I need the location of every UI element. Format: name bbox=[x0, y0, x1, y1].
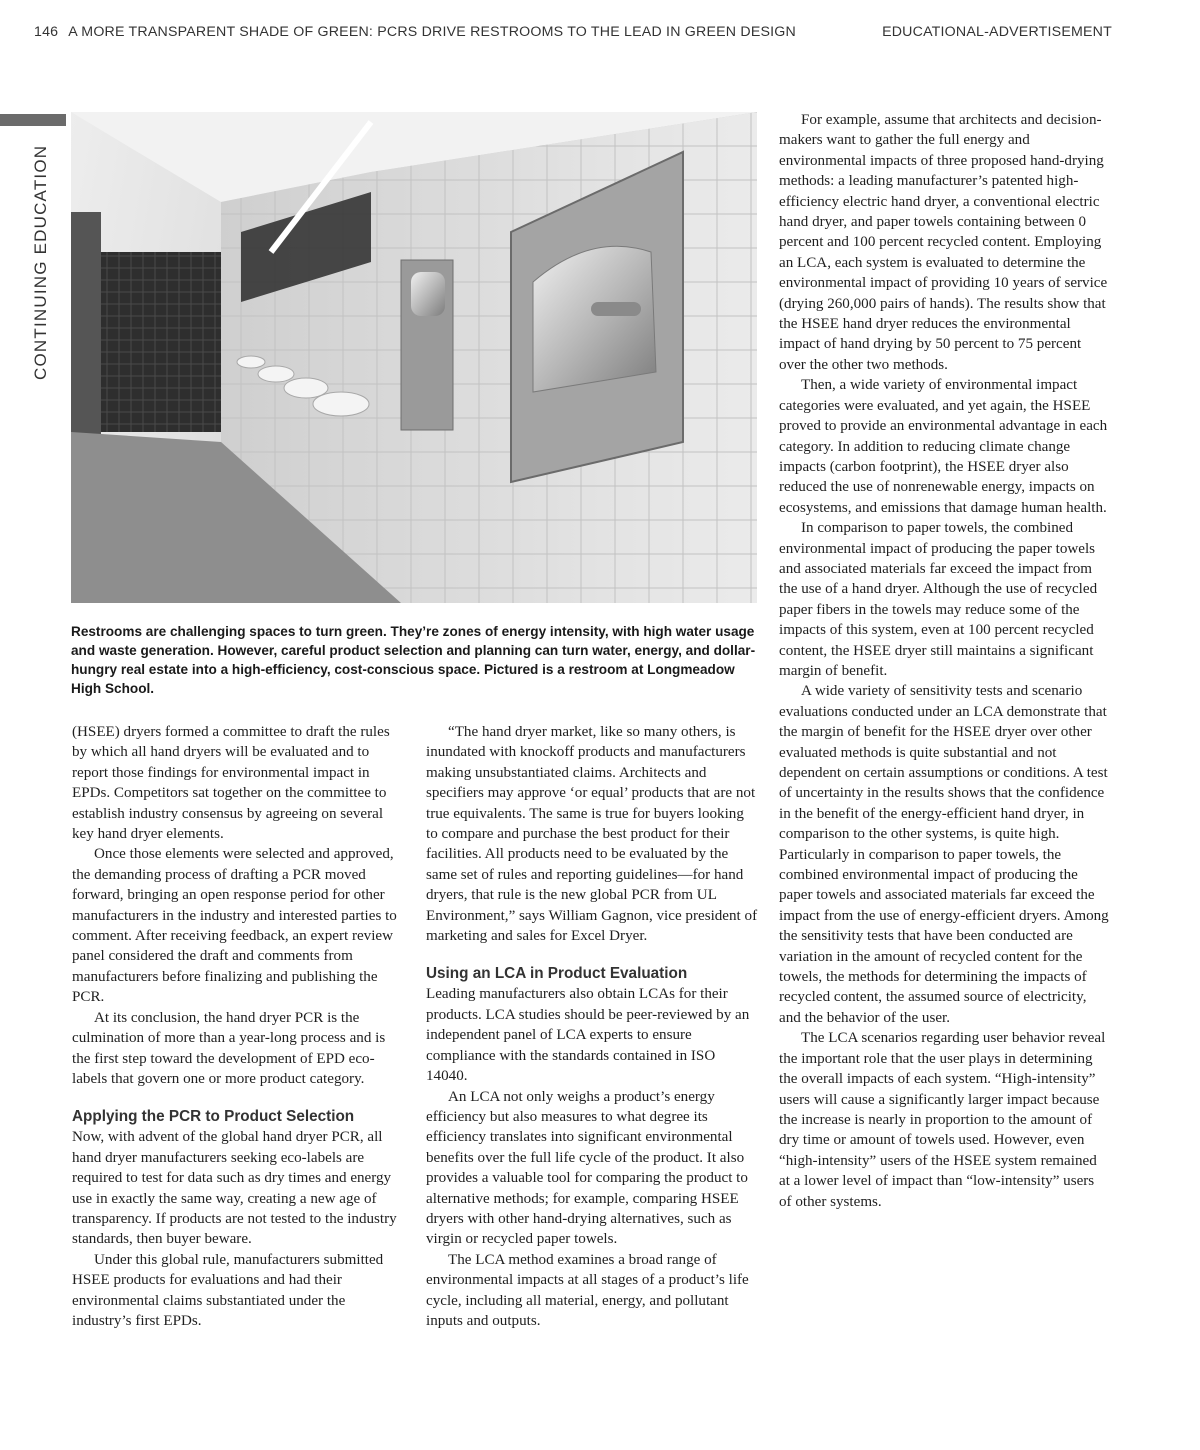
paragraph: A wide variety of sensitivity tests and scenario evaluations conducted under an LCA demonstrate that the margin of benefit for the HSEE dryer over other evaluated methods is quite substantial and not dependent on certain assumptions or conditions. A test of uncertainty in the results shows that the confidence in the benefit of the energy-efficient hand dryer, in comparison to the other systems, is quite high. Particularly in comparison to paper towels, the combined environmental impact of producing the paper towels and associated materials far exceed the impact from the use of energy-efficient dryers. Among the sensitivity tests that have been conducted are variation in the amount of recycled content for the towels, the methods for determining the impacts of recycled content, the assumed source of electricity, and the behavior of the user. bbox=[779, 683, 1109, 1026]
header-tag: EDUCATIONAL-ADVERTISEMENT bbox=[882, 24, 1112, 40]
paragraph: In comparison to paper towels, the combined environmental impact of producing the paper towels and associated materials far exceed the impact from the use of a hand dryer. Although the use of recycled paper fibers in the towels may reduce some of the impacts of this system, even at 100 percent recycled content, the HSEE dryer still maintains a significant margin of benefit. bbox=[779, 520, 1098, 679]
text-column-1 bbox=[72, 722, 402, 1331]
restroom-illustration bbox=[71, 112, 757, 603]
paragraph: An LCA not only weighs a product’s energy efficiency but also measures to what degree its efficiency translates into significant environmental benefits over the full life cycle of the product. It also provides a valuable tool for comparing the product to alternative methods; for example, comparing HSEE dryers with other hand-drying alternatives, such as virgin or recycled paper towels. bbox=[426, 1088, 748, 1248]
section-heading: Using an LCA in Product Evaluation bbox=[426, 965, 688, 983]
text-column-3 bbox=[779, 110, 1109, 1212]
paragraph: Now, with advent of the global hand dryer PCR, all hand dryer manufacturers seeking eco-labels are required to test for data such as dry times and energy use in exactly the same way, creating a new age of transparency. If products are not tested to the industry standards, then buyer beware. bbox=[72, 1129, 397, 1248]
restroom-photo bbox=[71, 112, 757, 603]
paragraph: The LCA scenarios regarding user behavior reveal the important role that the user plays in determining the overall impacts of each system. “High-intensity” users will cause a significantly larger impact because the increase is nearly in proportion to the amount of dry time or amount of towels used. However, even “high-intensity” users of the HSEE system remained at a lower level of impact than “low-intensity” users of other systems. bbox=[779, 1030, 1106, 1210]
running-header bbox=[34, 24, 1112, 40]
photo-caption: Restrooms are challenging spaces to turn green. They’re zones of energy intensity, with high water usage and waste generation. However, careful product selection and planning can turn water, energy, and dollar-hungry real estate into a high-efficiency, cost-conscious space. Pictured is a restroom at Longmeadow High School. bbox=[71, 624, 756, 696]
section-heading: Applying the PCR to Product Selection bbox=[72, 1108, 355, 1126]
paragraph: Once those elements were selected and approved, the demanding process of drafting a PCR moved forward, bringing an open response period for other manufacturers in the industry and interested parties to comment. After receiving feedback, an expert review panel considered the draft and comments from manufacturers before finalizing and publishing the PCR. bbox=[72, 846, 397, 1006]
section-label: CONTINUING EDUCATION bbox=[31, 144, 50, 380]
quote-paragraph: “The hand dryer market, like so many others, is inundated with knockoff products and manufacturers making unsubstantiated claims. Architects and specifiers may approve ‘or equal’ products that are not true equivalents. The same is true for buyers looking to compare and purchase the best product for their facilities. All products need to be evaluated by the same set of rules and reporting guidelines—for hand dryers, that rule is the new global PCR from UL Environment,” says William Gagnon, vice president of marketing and sales for Excel Dryer. bbox=[426, 724, 758, 945]
paragraph: Leading manufacturers also obtain LCAs for their products. LCA studies should be peer-reviewed by an independent panel of LCA experts to ensure compliance with the standards contained in ISO 14040. bbox=[426, 986, 750, 1085]
paragraph: At its conclusion, the hand dryer PCR is the culmination of more than a year-long process and is the first step toward the development of EPD eco-labels that govern one or more product category. bbox=[72, 1009, 386, 1087]
paragraph: For example, assume that architects and decision-makers want to gather the full energy and environmental impacts of three proposed hand-drying methods: a leading manufacturer’s patented high-efficiency electric hand dryer, a conventional electric hand dryer, and paper towels containing between 0 percent and 100 percent recycled content. Employing an LCA, each system is evaluated to determine the environmental impact of providing 10 years of service (drying 260,000 pairs of hands). The results show that the HSEE hand dryer reduces the environmental impact of hand drying by 50 percent to 75 percent over the other two methods. bbox=[779, 112, 1108, 373]
paragraph: (HSEE) dryers formed a committee to draft the rules by which all hand dryers will be evaluated and to report those findings for environmental impact in EPDs. Competitors sat together on the committee to establish industry consensus by agreeing on several key hand dryer elements. bbox=[72, 724, 390, 843]
page-number: 146 bbox=[34, 24, 59, 40]
text-column-2 bbox=[426, 722, 758, 1331]
paragraph: Under this global rule, manufacturers submitted HSEE products for evaluations and had their environmental claims substantiated under the industry’s first EPDs. bbox=[72, 1251, 384, 1329]
header-title: A MORE TRANSPARENT SHADE OF GREEN: PCRS DRIVE RESTROOMS TO THE LEAD IN GREEN DESIGN bbox=[68, 24, 796, 40]
paragraph: The LCA method examines a broad range of environmental impacts at all stages of a product’s life cycle, including all material, energy, and pollutant inputs and outputs. bbox=[426, 1251, 749, 1329]
paragraph: Then, a wide variety of environmental impact categories were evaluated, and yet again, the HSEE proved to provide an environmental advantage in each category. In addition to reducing climate change impacts (carbon footprint), the HSEE dryer also reduced the use of nonrenewable energy, impacts on ecosystems, and emissions that damage human health. bbox=[779, 377, 1108, 516]
